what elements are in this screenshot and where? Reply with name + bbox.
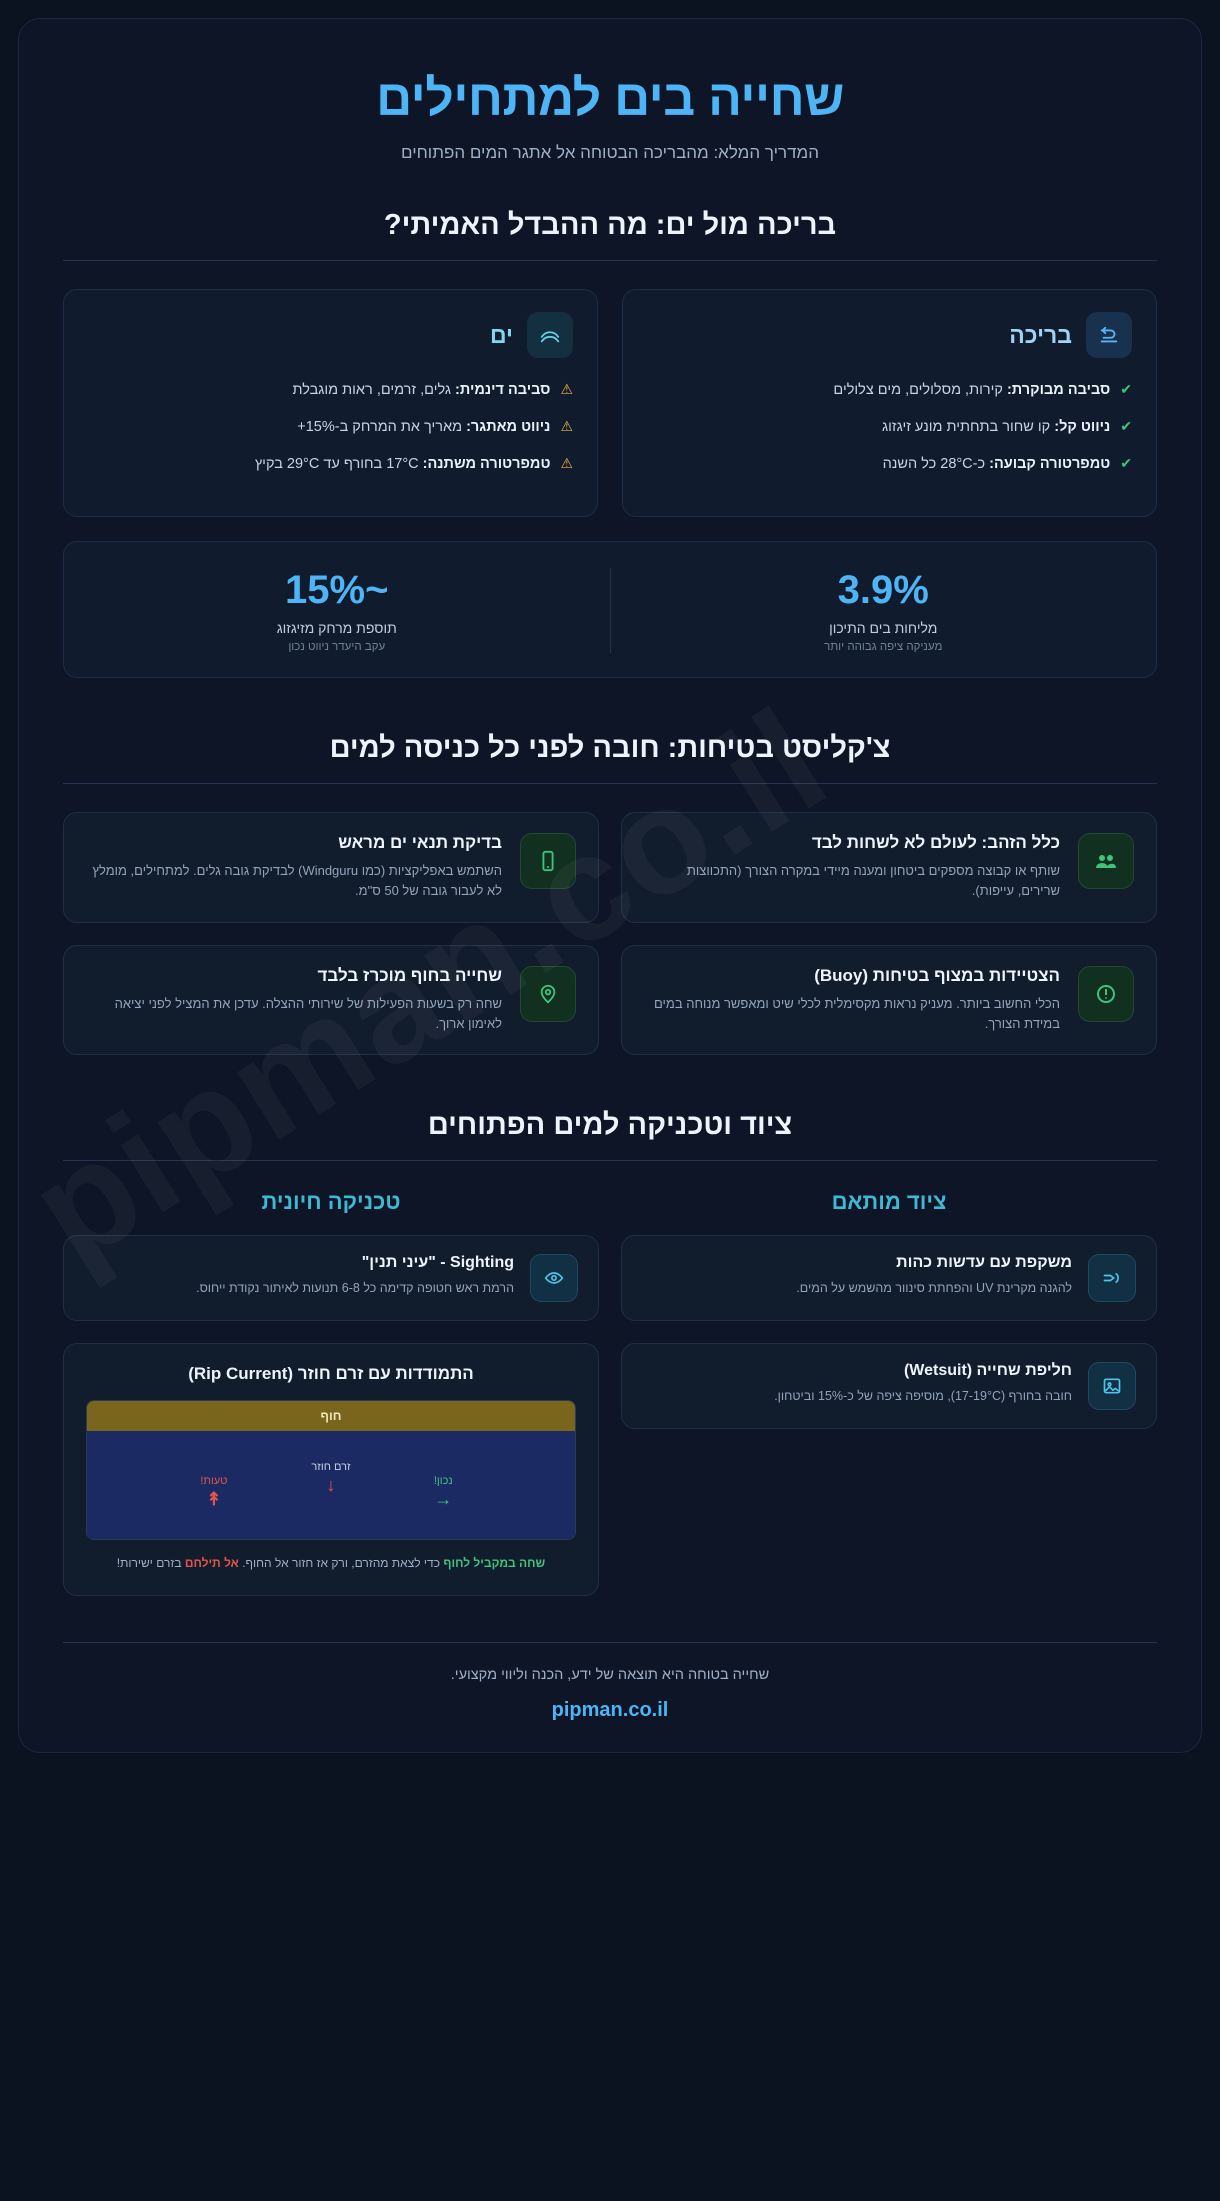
phone-icon (520, 833, 576, 889)
section-title-comparison: בריכה מול ים: מה ההבדל האמיתי? (383, 209, 837, 241)
list-item-strong: ניווט קל: (1054, 418, 1111, 435)
rip-wrong-arrow: ↟ (206, 1488, 222, 1509)
section-title-checklist: צ'קליסט בטיחות: חובה לפני כל כניסה למים (329, 732, 891, 765)
eq-text: להגנה מקרינת UV והפחתת סינוור מהשמש על המים. (796, 1280, 1072, 1295)
divider (63, 1642, 1157, 1643)
rip-wrong-text: טעות! (200, 1474, 228, 1487)
technique-column (63, 1189, 599, 1596)
stats-row (63, 541, 1157, 678)
equipment-column (621, 1189, 1157, 1596)
panel-pool-title: בריכה (1009, 321, 1072, 348)
checklist-item-never-alone (621, 812, 1157, 922)
tile-text: שותף או קבוצה מספקים ביטחון ומענה מיידי במקרה הצורך (התכווצות שרירים, עייפות). (686, 863, 1060, 899)
stat-sub: מעניקה ציפה גבוהה יותר (824, 641, 943, 654)
rip-note-mid: כדי לצאת מהזרם, ורק אז חזור אל החוף. (238, 1555, 444, 1570)
check-icon: ✔ (1120, 381, 1132, 397)
rip-center-text: זרם חוזר (311, 1460, 351, 1473)
pool-lane-icon (1086, 312, 1132, 358)
rip-wrong-label (200, 1475, 227, 1510)
rip-right-text: נכון! (433, 1474, 453, 1487)
tile-text: שחה רק בשעות הפעילות של שירותי ההצלה. עדכן את המציל לפני יציאה לאימון ארוך. (114, 995, 502, 1031)
list-item (88, 380, 573, 402)
rip-title: התמודדות עם זרם חוזר (Rip Current) (188, 1363, 474, 1383)
rip-note-suffix: בזרם ישירות! (116, 1555, 185, 1570)
list-item (647, 380, 1132, 402)
eq-title: Sighting - "עיני תנין" (361, 1253, 514, 1271)
panel-pool (622, 289, 1157, 517)
list-item (647, 454, 1132, 476)
list-item-strong: סביבה דינמית: (455, 382, 551, 398)
check-icon: ✔ (1120, 417, 1132, 434)
list-item-rest: כ-28°C כל השנה (882, 455, 990, 472)
checklist-item-declared-beach (63, 945, 599, 1055)
divider (63, 1160, 1157, 1161)
list-item-strong: ניווט מאתגר: (466, 418, 551, 435)
rip-note-prefix: שחה במקביל לחוף (443, 1555, 546, 1570)
spacer (63, 1055, 1157, 1109)
check-icon: ✔ (1120, 454, 1132, 471)
location-pin-icon (520, 966, 576, 1022)
page-title: שחייה בים למתחילים (376, 70, 844, 126)
list-item-rest: גלים, זרמים, ראות מוגבלת (292, 382, 456, 398)
rip-right-arrow: → (434, 1488, 453, 1509)
list-item-text (255, 454, 551, 476)
stat-sub: עקב היעדר ניווט נכון (288, 641, 386, 654)
rip-note-bold: אל תילחם (184, 1555, 239, 1570)
spacer (63, 678, 1157, 732)
tile-body (86, 833, 502, 901)
people-icon (1078, 833, 1134, 889)
stat-salinity (611, 568, 1157, 653)
rip-note (86, 1554, 576, 1573)
equipment-item-goggles (621, 1235, 1157, 1321)
eq-body (196, 1254, 514, 1298)
equipment-item-wetsuit (621, 1343, 1157, 1429)
eye-icon (530, 1254, 578, 1302)
checklist-grid (63, 812, 1157, 1055)
list-item-text (297, 417, 550, 439)
rip-current-card (63, 1343, 599, 1596)
list-item-strong: סביבה מבוקרת: (1006, 382, 1111, 398)
page-subtitle: המדריך המלא: מהבריכה הבטוחה אל אתגר המים הפתוחים (401, 143, 819, 162)
stat-label: מליחות בים התיכון (829, 620, 938, 637)
rip-right-label (434, 1475, 453, 1510)
eq-title: חליפת שחייה (Wetsuit) (903, 1361, 1072, 1379)
panel-sea-title: ים (489, 321, 513, 348)
waves-icon (527, 312, 573, 358)
list-item-rest: קירות, מסלולים, מים צלולים (833, 382, 1007, 398)
eq-body (796, 1254, 1072, 1298)
footer-link[interactable]: pipman.co.il (551, 1699, 669, 1721)
tile-title: הצטיידות במצוף בטיחות (Buoy) (814, 965, 1060, 985)
checklist-item-buoy (621, 945, 1157, 1055)
tile-title: בדיקת תנאי ים מראש (338, 833, 502, 853)
technique-heading: טכניקה חיונית (261, 1188, 401, 1214)
tile-body (644, 966, 1060, 1034)
rip-diagram (86, 1400, 576, 1540)
panel-pool-header (647, 312, 1132, 358)
buoy-icon (1078, 966, 1134, 1022)
stat-extra-distance (64, 568, 611, 653)
list-item-text (292, 380, 550, 402)
comparison-panels (63, 289, 1157, 517)
rip-center-label (311, 1461, 350, 1496)
tile-body (86, 966, 502, 1034)
panel-sea-header (88, 312, 573, 358)
list-item-rest: 17°C בחורף עד 29°C בקיץ (254, 455, 423, 472)
divider (63, 260, 1157, 261)
eq-text: חובה בחורף (17-19°C), מוסיפה ציפה של כ-15% וביטחון. (774, 1388, 1072, 1403)
goggles-icon (1088, 1254, 1136, 1302)
divider (63, 783, 1157, 784)
gear-grid (63, 1189, 1157, 1596)
beach-label: חוף (87, 1401, 575, 1431)
list-item-strong: טמפרטורה משתנה: (422, 455, 551, 472)
equipment-heading: ציוד מותאם (831, 1188, 947, 1214)
eq-title: משקפת עם עדשות כהות (896, 1253, 1072, 1271)
section-title-gear: ציוד וטכניקה למים הפתוחים (427, 1108, 793, 1141)
warning-icon: ⚠ (560, 454, 573, 471)
main-card (18, 18, 1202, 1753)
tile-title: כלל הזהב: לעולם לא לשחות לבד (811, 833, 1060, 853)
eq-text: הרמת ראש חטופה קדימה כל 6-8 תנועות לאיתור נקודת ייחוס. (196, 1280, 514, 1295)
stat-value: ~15% (285, 568, 389, 613)
water-area (87, 1431, 575, 1539)
tile-body (644, 833, 1060, 901)
list-item-rest: מאריך את המרחק ב-15%+ (297, 418, 467, 435)
stat-label: תוספת מרחק מזיגזוג (276, 620, 397, 637)
list-item (647, 417, 1132, 439)
tile-text: הכלי החשוב ביותר. מעניק נראות מקסימלית לכלי שיט ומאפשר מנוחה במים במידת הצורך. (653, 995, 1060, 1031)
checklist-item-sea-conditions (63, 812, 599, 922)
eq-body (774, 1362, 1072, 1406)
wetsuit-icon (1088, 1362, 1136, 1410)
footer-text: שחייה בטוחה היא תוצאה של ידע, הכנה וליווי מקצועי. (450, 1667, 770, 1683)
tile-text: השתמש באפליקציות (כמו Windguru) לבדיקת גובה גלים. למתחילים, מומלץ לא לעבור גובה של 50 ס"מ. (92, 863, 502, 899)
stat-value: 3.9% (837, 568, 929, 613)
list-item-text (883, 454, 1111, 476)
technique-item-sighting (63, 1235, 599, 1321)
list-item-strong: טמפרטורה קבועה: (989, 455, 1111, 472)
tile-title: שחייה בחוף מוכרז בלבד (317, 965, 502, 985)
list-item-text (882, 417, 1110, 439)
list-item (88, 454, 573, 476)
warning-icon: ⚠ (560, 417, 573, 434)
list-item-rest: קו שחור בתחתית מונע זיגזוג (882, 418, 1055, 435)
list-item-text (833, 380, 1110, 402)
warning-icon: ⚠ (560, 381, 573, 397)
panel-sea (63, 289, 598, 517)
list-item (88, 417, 573, 439)
rip-center-arrow: ↓ (326, 1474, 336, 1495)
